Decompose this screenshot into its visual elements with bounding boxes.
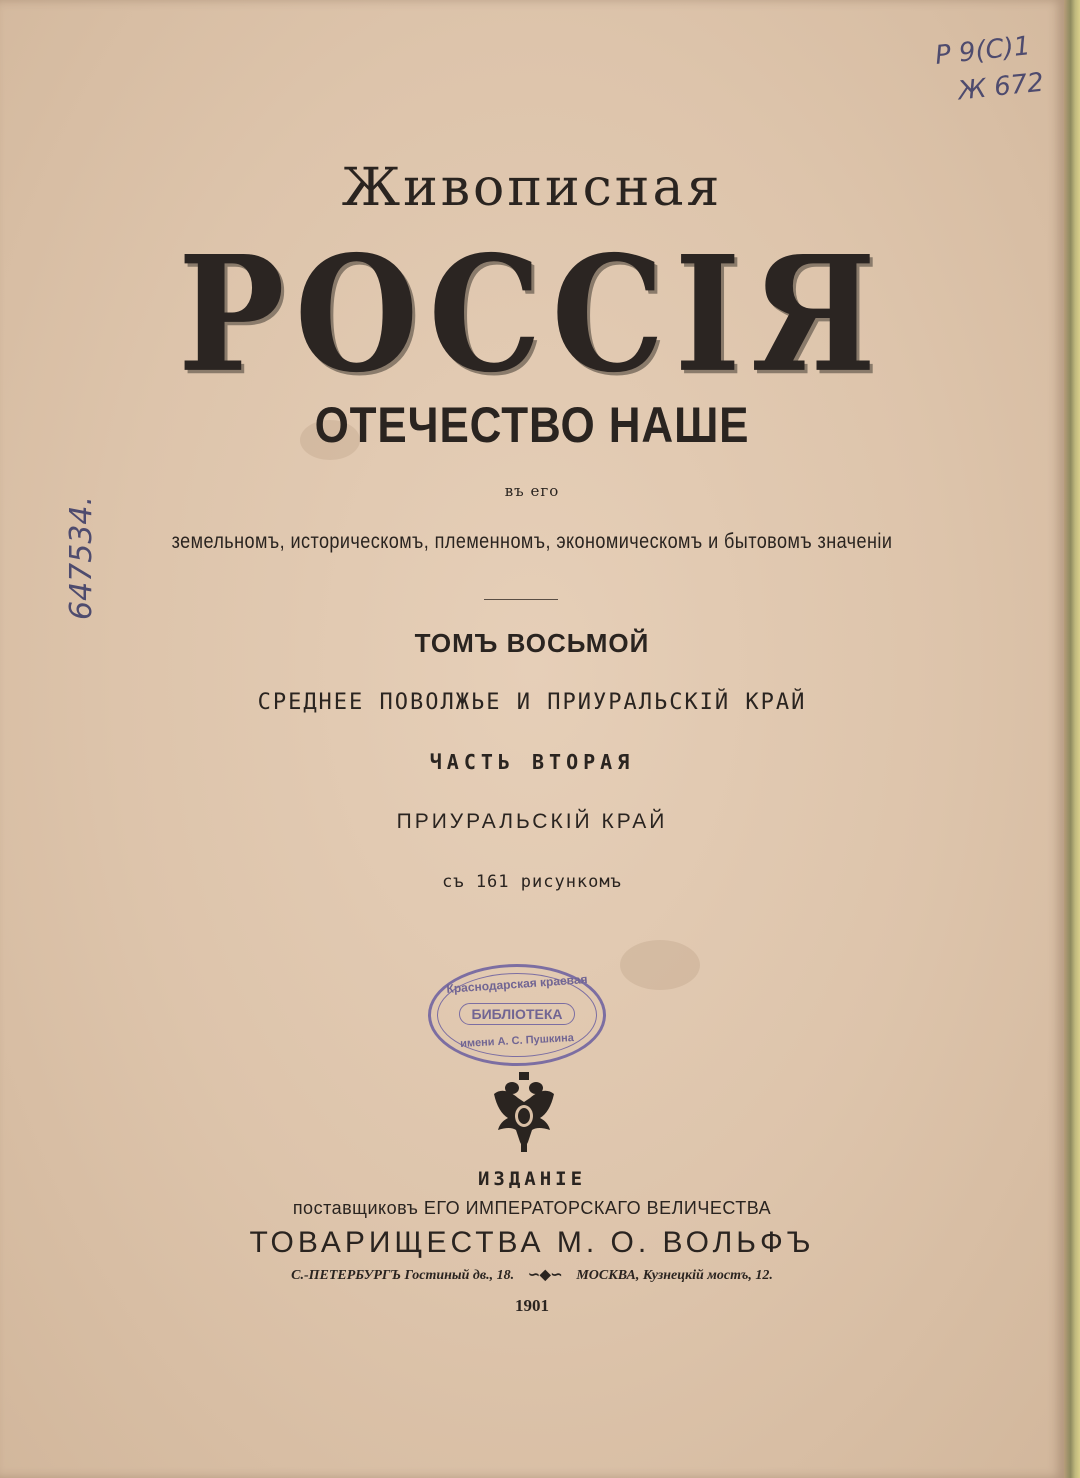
paper-stain	[620, 940, 700, 990]
publication-year: 1901	[515, 1296, 549, 1315]
volume-subtitle: СРЕДНЕЕ ПОВОЛЖЬЕ И ПРИУРАЛЬСКІЙ КРАЙ	[257, 690, 807, 715]
title-line-4: въ его	[504, 482, 560, 500]
publisher-line-1: поставщиковъ ЕГО ИМПЕРАТОРСКАГО ВЕЛИЧЕСТВА	[292, 1198, 772, 1218]
title-line-5: земельномъ, историческомъ, племенномъ, экономическомъ и бытовомъ значеніи	[171, 530, 893, 553]
book-edge	[1064, 0, 1080, 1478]
stamp-bottom-text: имени А. С. Пушкина	[459, 1032, 575, 1050]
title-main: РОССІЯ	[177, 222, 887, 408]
inventory-number: 647534.	[64, 495, 99, 620]
library-stamp	[428, 964, 606, 1066]
address-spb: С.-ПЕТЕРБУРГЪ Гостиный дв., 18.	[291, 1268, 515, 1283]
stamp-top-text: Краснодарская краевая	[446, 972, 588, 996]
volume-tome: ТОМЪ ВОСЬМОЙ	[414, 628, 650, 658]
volume-illustrations: съ 161 рисункомъ	[442, 872, 622, 892]
address-msk: МОСКВА, Кузнецкій мостъ, 12.	[576, 1268, 773, 1283]
title-line-1: Живописная	[341, 158, 723, 218]
publisher-addresses	[0, 1267, 1064, 1284]
volume-part-title: ПРИУРАЛЬСКІЙ КРАЙ	[396, 810, 668, 833]
stamp-middle-text: БИБЛІОТЕКА	[459, 1003, 575, 1025]
shelf-mark-1: Р 9(С)1	[933, 31, 1032, 71]
publisher-edition: ИЗДАНІЕ	[477, 1168, 587, 1190]
double-headed-eagle-icon	[488, 1072, 560, 1154]
volume-part: ЧАСТЬ ВТОРАЯ	[429, 750, 635, 774]
title-line-3: ОТЕЧЕСТВО НАШЕ	[314, 397, 750, 453]
ornament-icon: ∽◆∽	[528, 1268, 563, 1283]
shelf-mark-2: Ж 672	[956, 67, 1046, 107]
divider	[484, 599, 558, 600]
publisher-name: ТОВАРИЩЕСТВА М. О. ВОЛЬФЪ	[249, 1226, 815, 1259]
